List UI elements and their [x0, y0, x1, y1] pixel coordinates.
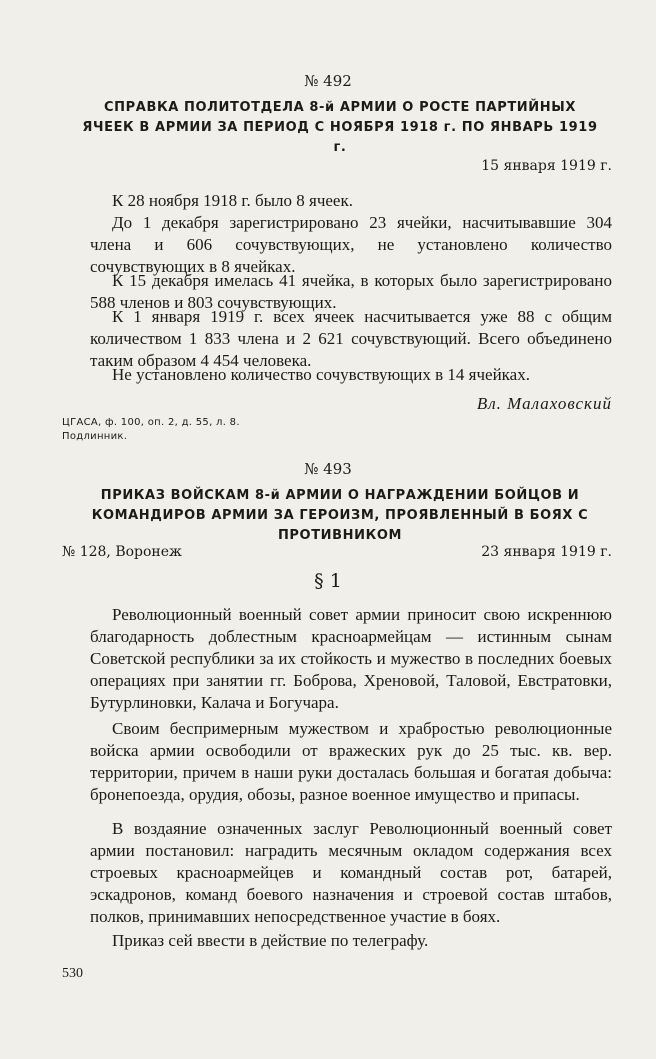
signature: Вл. Малаховский: [476, 394, 612, 413]
doc-493-paragraph: Революционный военный совет армии приносит свою искреннюю благодарность доблестным красноармейцам — истинным сынам Советской республики за их стойкость и мужество в последних боевых операциях при занятии гг. Боброва, Хреновой, Таловой, Евстратовки, Бутурлиновки, Калача и Богучара.: [90, 605, 612, 712]
section-marker: § 1: [314, 570, 342, 592]
doc-492-paragraph: Не установлено количество сочувствующих в 14 ячейках.: [112, 365, 530, 384]
doc-493-number: № 493: [304, 460, 352, 478]
doc-492-paragraph: К 15 декабря имелась 41 ячейка, в которых было зарегистрировано 588 членов и 803 сочувствующих.: [90, 271, 612, 312]
doc-493-paragraph: Приказ сей ввести в действие по телеграфу.: [112, 931, 429, 950]
doc-492-title: СПРАВКА ПОЛИТОТДЕЛА 8-й АРМИИ О РОСТЕ ПАРТИЙНЫХ ЯЧЕЕК В АРМИИ ЗА ПЕРИОД С НОЯБРЯ 1918 г. ПО ЯНВАРЬ 1919 г.: [82, 100, 598, 155]
doc-493-date: 23 января 1919 г.: [481, 544, 612, 560]
doc-492-number: № 492: [304, 72, 352, 90]
doc-493-title: ПРИКАЗ ВОЙСКАМ 8-й АРМИИ О НАГРАЖДЕНИИ БОЙЦОВ И КОМАНДИРОВ АРМИИ ЗА ГЕРОИЗМ, ПРОЯВЛЕННЫЙ В БОЯХ С ПРОТИВНИКОМ: [91, 488, 589, 543]
doc-493-paragraph: Своим беспримерным мужеством и храбростью революционные войска армии освободили от вражеских рук до 25 тыс. кв. вер. территории, причем в наши руки досталась большая и богатая добыча: бронепоезда, орудия, обозы, разное военное имущество и припасы.: [90, 719, 612, 804]
doc-492-paragraph: До 1 декабря зарегистрировано 23 ячейки, насчитывавшие 304 члена и 606 сочувствующих, не установлено количество сочувствующих в 8 ячейках.: [90, 213, 612, 276]
archive-note: Подлинник.: [62, 431, 128, 442]
doc-493-paragraph: В воздаяние означенных заслуг Революционный военный совет армии постановил: наградить месячным окладом содержания всех строевых красноармейцев и командный состав рот, батарей, эскадронов, команд боевого назначения и строевой состав штабов, полков, принимавших непосредственное участие в боях.: [90, 819, 612, 926]
doc-492-date: 15 января 1919 г.: [481, 158, 612, 174]
order-number-place: № 128, Воронеж: [62, 544, 182, 560]
doc-492-paragraph: К 1 января 1919 г. всех ячеек насчитывается уже 88 с общим количеством 1 833 члена и 2 621 сочувствующий. Всего объединено таким образом 4 454 человека.: [90, 307, 612, 370]
archive-source: ЦГАСА, ф. 100, оп. 2, д. 55, л. 8.: [62, 417, 240, 428]
doc-492-paragraph: К 28 ноября 1918 г. было 8 ячеек.: [112, 191, 353, 210]
page-number: 530: [62, 966, 83, 981]
